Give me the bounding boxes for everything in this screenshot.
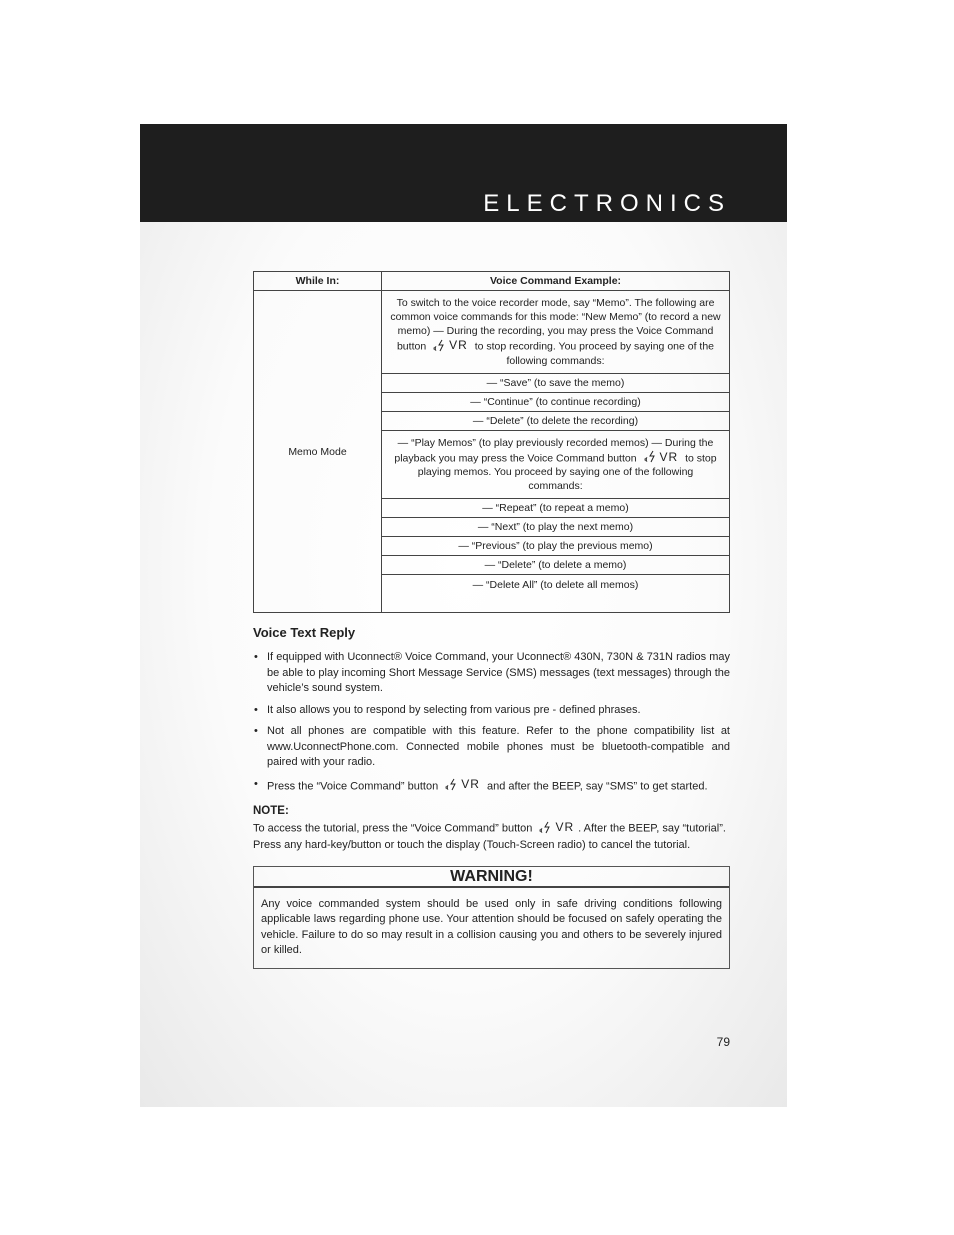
list-item bbox=[253, 777, 730, 795]
intro-text-b: to stop recording. You proceed by saying one of the following commands: bbox=[474, 340, 715, 367]
table-cell: — “Delete” (to delete the recording) bbox=[382, 411, 730, 430]
table-cell-play bbox=[382, 430, 730, 499]
play-text-b: to stop playing memos. You proceed by saying one of the following commands: bbox=[417, 452, 717, 492]
intro-text-a: To switch to the voice recorder mode, say “Memo”. The following are common voice commands for this mode: “New Memo” (to record a new memo) — During the recording, you may press the Voice Command button bbox=[390, 297, 721, 353]
list-item bbox=[253, 650, 730, 697]
page-number: 79 bbox=[716, 1035, 730, 1049]
table-cell: — “Previous” (to play the previous memo) bbox=[382, 537, 730, 556]
manual-page bbox=[140, 124, 787, 1107]
table-cell-intro bbox=[382, 291, 730, 374]
table-cell: — “Save” (to save the memo) bbox=[382, 373, 730, 392]
col-header-example: Voice Command Example: bbox=[382, 272, 730, 291]
note-text-a: To access the tutorial, press the “Voice Command” button bbox=[253, 822, 533, 835]
voice-recognition-icon bbox=[644, 450, 659, 463]
bullet-glyph: • bbox=[254, 777, 258, 790]
table-cell: — “Next” (to play the next memo) bbox=[382, 518, 730, 537]
table-row bbox=[254, 291, 730, 374]
note-label: NOTE: bbox=[253, 805, 289, 818]
warning-box bbox=[253, 866, 730, 969]
vr-label: VR bbox=[555, 820, 575, 835]
voice-command-button-symbol bbox=[433, 338, 468, 352]
list-item bbox=[253, 703, 730, 719]
list-item bbox=[253, 724, 730, 771]
vr-label: VR bbox=[659, 449, 679, 464]
voice-text-reply-heading: Voice Text Reply bbox=[253, 625, 356, 640]
memo-mode-cell: Memo Mode bbox=[254, 291, 382, 613]
bullet-text: It also allows you to respond by selecting from various pre - defined phrases. bbox=[267, 703, 641, 716]
bullet-text: and after the BEEP, say “SMS” to get started. bbox=[487, 779, 708, 792]
bullet-glyph: • bbox=[254, 651, 258, 663]
col-header-while-in: While In: bbox=[254, 272, 382, 291]
voice-command-button-symbol bbox=[539, 819, 574, 835]
note-text-b: . After the BEEP, say “tutorial”. Press any hard-key/button or touch the display (Touch-Screen radio) to cancel the tutorial. bbox=[253, 822, 726, 851]
section-title: ELECTRONICS bbox=[483, 190, 731, 217]
bullet-text: If equipped with Uconnect® Voice Command, your Uconnect® 430N, 730N & 731N radios may be able to play incoming Short Message Service (SMS) messages (text messages) through the vehicle’s sound system. bbox=[267, 651, 730, 694]
voice-recognition-icon bbox=[445, 778, 460, 791]
play-text-a: — “Play Memos” (to play previously recorded memos) — During the playback you may press the Voice Command button bbox=[394, 436, 714, 464]
table-cell: — “Delete” (to delete a memo) bbox=[382, 556, 730, 575]
note-text bbox=[253, 819, 730, 853]
vr-label: VR bbox=[449, 338, 468, 352]
voice-command-button-symbol bbox=[445, 777, 480, 793]
voice-command-table bbox=[253, 271, 730, 613]
bullet-text: Press the “Voice Command” button bbox=[267, 779, 439, 792]
voice-command-button-symbol bbox=[644, 450, 679, 464]
table-cell: — “Delete All” (to delete all memos) bbox=[382, 575, 730, 613]
voice-recognition-icon bbox=[433, 339, 448, 352]
table-cell: — “Continue” (to continue recording) bbox=[382, 392, 730, 411]
bullet-glyph: • bbox=[254, 725, 258, 737]
warning-text: Any voice commanded system should be used only in safe driving conditions following applicable laws regarding phone use. Your attention should be focused on safely operating the vehicle. Failure to do so may result in a collision causing you and others to be severely injured or killed. bbox=[261, 897, 722, 957]
section-header bbox=[140, 124, 787, 222]
page-content bbox=[253, 271, 730, 969]
voice-text-reply-list bbox=[253, 650, 730, 794]
table-cell: — “Repeat” (to repeat a memo) bbox=[382, 499, 730, 518]
vr-label: VR bbox=[461, 776, 480, 791]
bullet-glyph: • bbox=[254, 703, 258, 716]
bullet-text: Not all phones are compatible with this feature. Refer to the phone compatibility list at www.UconnectPhone.com. Connected mobile phones must be bluetooth-compatible and paired with your radio. bbox=[267, 725, 730, 768]
table-header-row bbox=[254, 272, 730, 291]
voice-recognition-icon bbox=[539, 821, 554, 834]
warning-title: WARNING! bbox=[254, 867, 729, 888]
